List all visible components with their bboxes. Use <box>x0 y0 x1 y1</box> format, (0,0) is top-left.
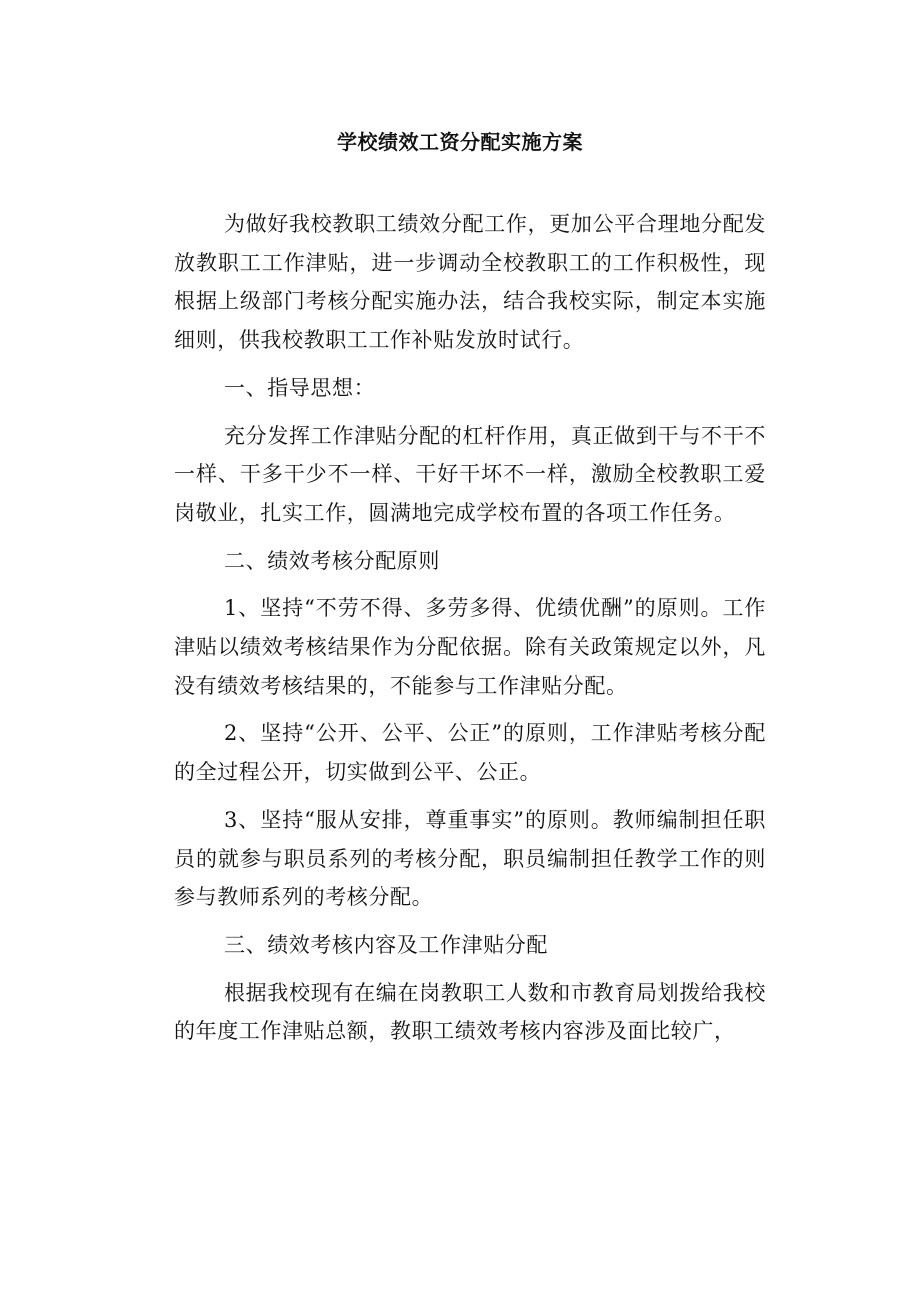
content-allocation-paragraph: 根据我校现有在编在岗教职工人数和市教育局划拨给我校的年度工作津贴总额，教职工绩效考核内容涉及面比较广， <box>174 980 766 1044</box>
principle-2-paragraph: 2、坚持“公开、公平、公正”的原则，工作津贴考核分配的全过程公开，切实做到公平、公正。 <box>174 721 766 785</box>
document-title: 学校绩效工资分配实施方案 <box>337 130 583 154</box>
principle-3-paragraph: 3、坚持“服从安排，尊重事实”的原则。教师编制担任职员的就参与职员系列的考核分配，职员编制担任教学工作的则参与教师系列的考核分配。 <box>174 807 766 910</box>
section-heading-principles: 二、绩效考核分配原则 <box>224 548 440 573</box>
principle-1-paragraph: 1、坚持“不劳不得、多劳多得、优绩优酬”的原则。工作津贴以绩效考核结果作为分配依据。除有关政策规定以外，凡没有绩效考核结果的，不能参与工作津贴分配。 <box>174 596 766 698</box>
document-body <box>174 205 766 1060</box>
guiding-thought-paragraph: 充分发挥工作津贴分配的杠杆作用，真正做到干与不干不一样、干多干少不一样、干好干坏不一样，激励全校教职工爱岗敬业，扎实工作，圆满地完成学校布置的各项工作任务。 <box>174 423 766 525</box>
section-heading-content-allocation: 三、绩效考核内容及工作津贴分配 <box>224 932 548 957</box>
intro-paragraph: 为做好我校教职工绩效分配工作，更加公平合理地分配发放教职工工作津贴，进一步调动全校教职工的工作积极性，现根据上级部门考核分配实施办法，结合我校实际，制定本实施细则，供我校教职工工作补贴发放时试行。 <box>174 212 766 353</box>
section-heading-guiding-thought: 一、指导思想： <box>224 375 376 400</box>
